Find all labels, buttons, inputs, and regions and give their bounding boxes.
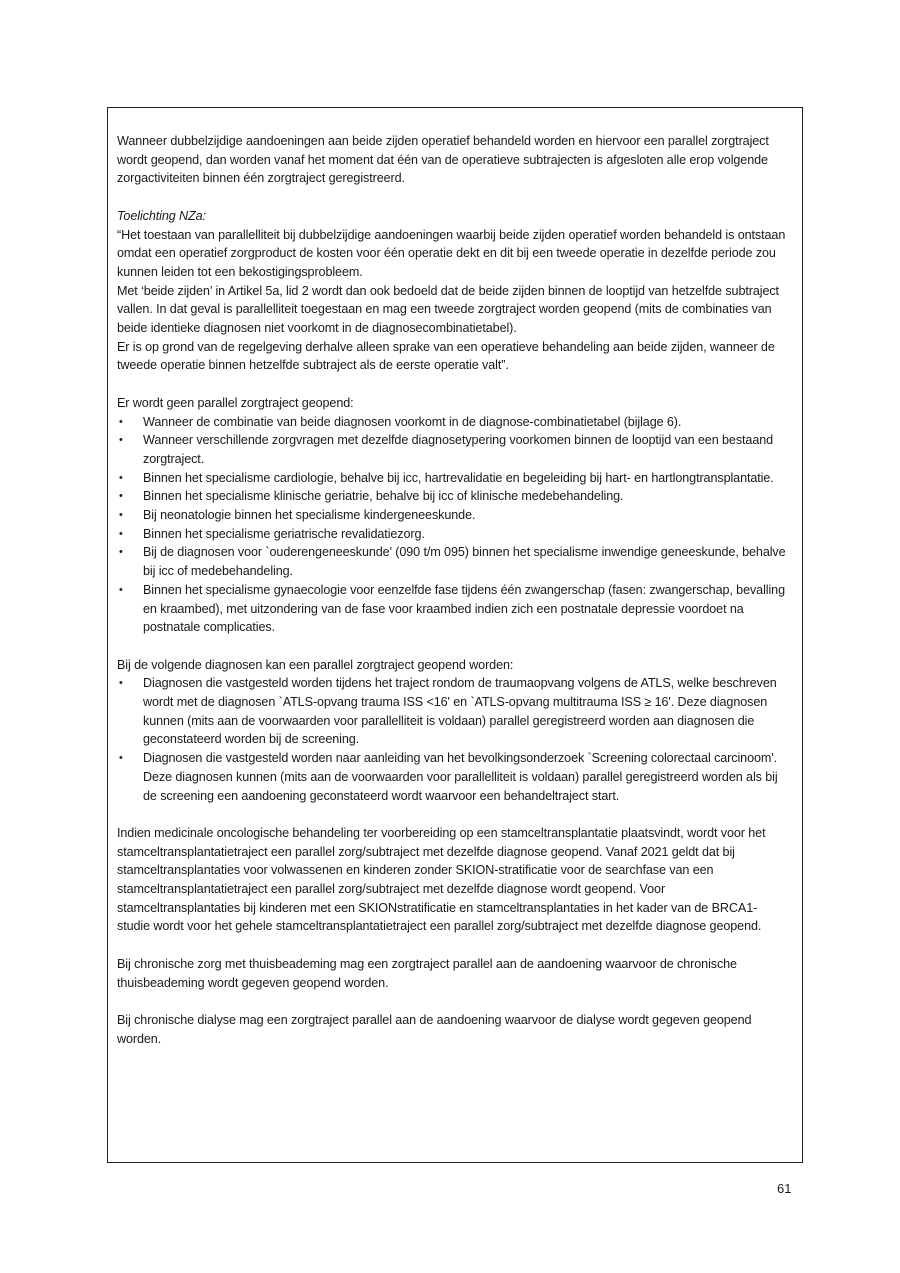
list-item bbox=[117, 674, 788, 749]
list-item bbox=[117, 431, 788, 468]
list-item bbox=[117, 487, 788, 506]
bullet-icon: • bbox=[119, 434, 123, 447]
content-frame bbox=[107, 107, 803, 1163]
list-item-text: Diagnosen die vastgesteld worden tijdens het traject rondom de traumaopvang volgens de ATLS, welke beschreven wordt met de diagnosen `ATLS-opvang trauma ISS <16' en `ATLS-opvang multitrauma ISS ≥ 16'. Deze diagnosen kunnen (mits aan de voorwaarden voor parallelliteit is voldaan) parallel geregistreerd worden aan diagnosen die geconstateerd worden bij de screening. bbox=[143, 676, 777, 747]
toelichting-paragraph-1: “Het toestaan van parallelliteit bij dubbelzijdige aandoeningen waarbij beide zijden operatief worden behandeld is ontstaan omdat een operatief zorgproduct de kosten voor één operatie dekt en dit bij een tweede operatie in dezelfde periode zou kunnen leiden tot een bekostigingsprobleem. bbox=[117, 227, 786, 279]
list-item bbox=[117, 581, 788, 637]
spacer bbox=[117, 188, 788, 207]
intro-paragraph: Wanneer dubbelzijdige aandoeningen aan beide zijden operatief behandeld worden en hiervoor een parallel zorgtraject wordt geopend, dan worden vanaf het moment dat één van de operatieve subtrajecten is afgesloten alle erop volgende zorgactiviteiten binnen één zorgtraject geregistreerd. bbox=[117, 134, 769, 186]
bullet-icon: • bbox=[119, 677, 123, 690]
spacer bbox=[117, 936, 788, 955]
toelichting-paragraph-3: Er is op grond van de regelgeving derhalve alleen sprake van een operatieve behandeling aan beide zijden, wanneer de tweede operatie binnen hetzelfde subtraject als de eerste operatie valt”. bbox=[117, 339, 775, 373]
list-item-text: Wanneer de combinatie van beide diagnosen voorkomt in de diagnose-combinatietabel (bijlage 6). bbox=[143, 414, 682, 429]
page-number: 61 bbox=[777, 1181, 792, 1196]
toelichting-paragraph-2: Met ‘beide zijden’ in Artikel 5a, lid 2 wordt dan ook bedoeld dat de beide zijden binnen de looptijd van hetzelfde subtraject vallen. In dat geval is parallelliteit toegestaan en mag een tweede zorgtraject worden geopend (mits de combinaties van beide identieke diagnosen niet voorkomt in de diagnosecombinatietabel). bbox=[117, 283, 779, 336]
list-item-text: Binnen het specialisme gynaecologie voor eenzelfde fase tijdens één zwangerschap (fasen: zwangerschap, bevalling en kraambed), met uitzondering van de fase voor kraambed indien zich een postnatale depressie voordoet na postnatale complicaties. bbox=[143, 582, 785, 635]
list-item bbox=[117, 525, 788, 544]
toelichting-label: Toelichting NZa: bbox=[117, 208, 206, 223]
list-item bbox=[117, 413, 788, 432]
bullet-icon: • bbox=[119, 471, 123, 484]
list-item bbox=[117, 469, 788, 488]
geen-parallel-list bbox=[117, 413, 788, 637]
list-item-text: Bij de diagnosen voor `ouderengeneeskunde' (090 t/m 095) binnen het specialisme inwendige geneeskunde, behalve bij icc of medebehandeling. bbox=[143, 545, 786, 579]
geen-parallel-intro: Er wordt geen parallel zorgtraject geopend: bbox=[117, 395, 354, 410]
list-item bbox=[117, 543, 788, 580]
bullet-icon: • bbox=[119, 546, 123, 559]
list-item bbox=[117, 749, 788, 805]
spacer bbox=[117, 637, 788, 656]
bullet-icon: • bbox=[119, 509, 123, 522]
wel-parallel-list bbox=[117, 674, 788, 805]
bullet-icon: • bbox=[119, 752, 123, 765]
thuisbeademing-paragraph: Bij chronische zorg met thuisbeademing mag een zorgtraject parallel aan de aandoening waarvoor de chronische thuisbeademing wordt gegeven geopend worden. bbox=[117, 956, 737, 990]
list-item-text: Bij neonatologie binnen het specialisme kindergeneeskunde. bbox=[143, 508, 476, 523]
list-item-text: Binnen het specialisme klinische geriatrie, behalve bij icc of klinische medebehandeling. bbox=[143, 489, 624, 504]
bullet-icon: • bbox=[119, 583, 123, 596]
stamcel-paragraph: Indien medicinale oncologische behandeling ter voorbereiding op een stamceltransplantatie plaatsvindt, wordt voor het stamceltransplantatietraject een parallel zorg/subtraject met dezelfde diagnose geopend. Vanaf 2021 geldt dat bij stamceltransplantaties voor volwassenen en kinderen zonder SKION-stratificatie voor de searchfase van een stamceltransplantatietraject een parallel zorg/subtraject met dezelfde diagnose wordt geopend. Voor stamceltransplantaties bij kinderen met een SKIONstratificatie en stamceltransplantaties in het kader van de BRCA1-studie wordt voor het gehele stamceltransplantatietraject een parallel zorg/subtraject met dezelfde diagnose geopend. bbox=[117, 825, 766, 934]
list-item-text: Wanneer verschillende zorgvragen met dezelfde diagnosetypering voorkomen binnen de looptijd van een bestaand zorgtraject. bbox=[143, 433, 774, 466]
bullet-icon: • bbox=[119, 490, 123, 503]
wel-parallel-intro: Bij de volgende diagnosen kan een parallel zorgtraject geopend worden: bbox=[117, 657, 514, 672]
spacer bbox=[117, 805, 788, 824]
dialyse-paragraph: Bij chronische dialyse mag een zorgtraject parallel aan de aandoening waarvoor de dialyse wordt gegeven geopend worden. bbox=[117, 1012, 752, 1046]
bullet-icon: • bbox=[119, 527, 123, 540]
list-item bbox=[117, 506, 788, 525]
spacer bbox=[117, 375, 788, 394]
bullet-icon: • bbox=[119, 415, 123, 428]
list-item-text: Binnen het specialisme cardiologie, behalve bij icc, hartrevalidatie en begeleiding bij hart- en hartlongtransplantatie. bbox=[143, 470, 774, 485]
list-item-text: Binnen het specialisme geriatrische revalidatiezorg. bbox=[143, 526, 425, 541]
list-item-text: Diagnosen die vastgesteld worden naar aanleiding van het bevolkingsonderzoek `Screening colorectaal carcinoom'. Deze diagnosen kunnen (mits aan de voorwaarden voor parallelliteit is voldaan) parallel geregistreerd worden als bij de screening een aandoening geconstateerd wordt waarvoor een behandeltraject start. bbox=[143, 751, 778, 803]
spacer bbox=[117, 992, 788, 1011]
